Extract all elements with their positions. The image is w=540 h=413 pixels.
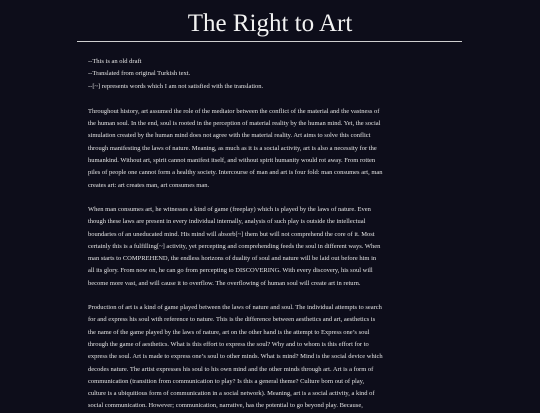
text-line: for and express his soul with reference to nature. This is the difference between aesthetics and art, aesthetics is [88, 316, 376, 324]
text-line: all its glory. From now on, he can go from percepting to DISCOVERING. With every discovery, his soul will [88, 267, 373, 275]
page-title: The Right to Art [187, 10, 353, 37]
text-line: piles of people one cannot form a healthy society. Intercourse of man and art is four fold: man consumes art, man [88, 169, 383, 177]
text-line: man starts to COMPREHEND, the endless horizons of duality of soul and nature will be laid out before him in [88, 255, 377, 263]
paragraph-2 [88, 204, 460, 290]
text-line: simulation created by the human mind does not agree with the material reality. Art aims to solve this conflict [88, 132, 371, 140]
text-line: creates art: art creates man, art consumes man. [88, 181, 210, 189]
text-line: become more vast, and will cause it to overflow. The overflowing of human soul will create art in return. [88, 279, 361, 287]
text-line: boundaries of an uneducated mind. His mind will absorb[~] them but will not comprehend the core of it. Most [88, 230, 375, 238]
draft-notes [88, 56, 460, 92]
text-line: the human soul. In the end, soul is rooted in the perception of material reality by the human mind. Yet, the social [88, 120, 381, 128]
text-line: certainly this is a fulfilling[~] activity, yet percepting and comprehending feeds the soul in different ways. When [88, 242, 381, 250]
note-line: --[~] represents words which I am not satisfied with the translation. [88, 82, 264, 90]
text-line: Throughout history, art assumed the role of the mediator between the conflict of the material and the vastness of [88, 107, 380, 115]
paragraph-1 [88, 106, 460, 192]
article-body [88, 56, 460, 413]
text-line: Production of art is a kind of game played between the laws of nature and soul. The individual attempts to search [88, 304, 382, 312]
note-line: --Translated from original Turkish text. [88, 70, 191, 78]
note-line: --This is an old draft [88, 58, 142, 65]
title-divider [77, 41, 462, 42]
text-line: culture is a ubiquitious form of communication in a social network). Meaning, art is a social activity, a kind of [88, 390, 375, 398]
text-line: humankind. Without art, spirit cannot manifest itself, and without spirit humanity would rot away. From rotten [88, 157, 376, 165]
text-line: through manifesting the laws of nature. Meaning, as much as it is a social activity, art is also a necessity for the [88, 144, 377, 152]
paragraph-3 [88, 302, 460, 413]
text-line: decodes nature. The artist expresses his soul to his own mind and the other minds through art. Art is a form of [88, 365, 374, 373]
text-line: When man consumes art, he witnesses a kind of game (freeplay) which is played by the laws of nature. Even [88, 205, 371, 213]
text-line: the name of the game played by the laws of nature, art on the other hand is the attempt to Express one’s soul [88, 328, 370, 336]
text-line: through the game of aesthetics. What is this effort to express the soul? Why and to whom is this effort for to [88, 340, 369, 348]
text-line: communication (transition from communication to play? Is this a general theme? Culture born out of play, [88, 377, 365, 385]
text-line: though these laws are present in every individual internally, analysis of such play is outside the intellectual [88, 218, 366, 226]
text-line: express the soul. Art is made to express one’s soul to other minds. What is mind? Mind is the social device which [88, 353, 383, 361]
text-line: social communication. However; communication, narrative, has the potential to go beyond play. Because, [88, 402, 363, 410]
